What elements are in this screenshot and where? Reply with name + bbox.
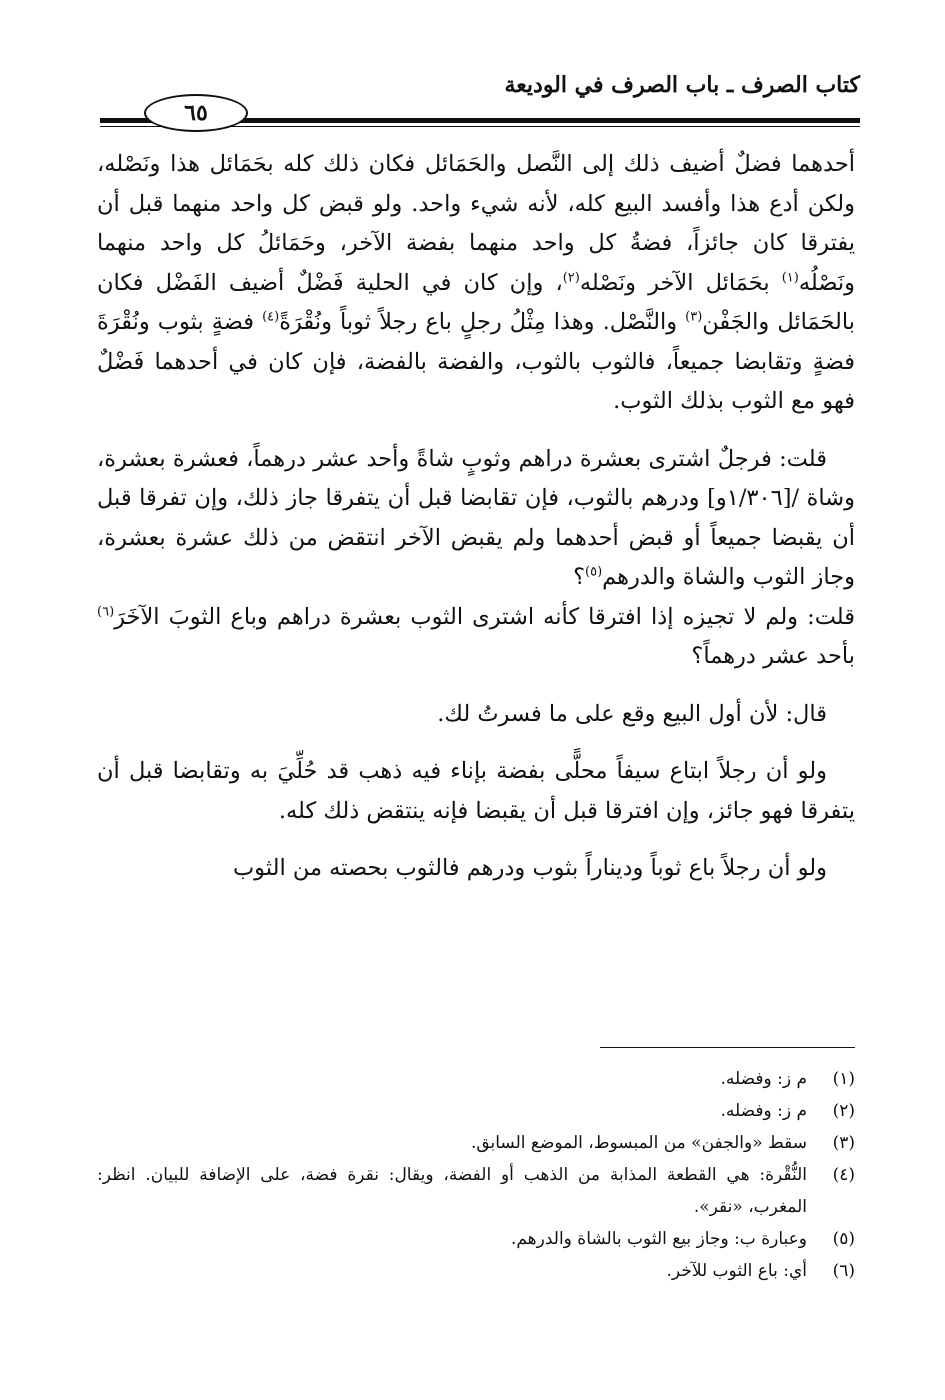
footnote — [97, 1127, 855, 1159]
footnote-ref: (٥) — [585, 564, 603, 580]
footnote — [97, 1063, 855, 1095]
text-run: بأحد عشر درهماً؟ — [691, 643, 855, 669]
footnote-text: وعبارة ب: وجاز بيع الثوب بالشاة والدرهم. — [510, 1229, 807, 1249]
text-run: والنَّصْل. وهذا مِثْلُ رجلٍ باع رجلاً ثوباً ونُقْرَةً — [279, 309, 686, 335]
paragraph — [97, 440, 855, 598]
footnote-text: م ز: وفضله. — [720, 1069, 807, 1089]
text-run: أحدهما فضلٌ أضيف ذلك إلى النَّصل والحَمَائل فكان ذلك كله بحَمَائل هذا ونَصْله، ولكن أدع هذا وأفسد البيع كله، لأنه شيء واحد. ولو قبض كل واحد منهما قبل أن يفترقا كان جائزاً، فضةُ كل واحد منهما بفضة الآخر، وحَمَائلُ كل واحد منهما ونَصْلُه — [97, 151, 855, 296]
footnote-text: م ز: وفضله. — [720, 1101, 807, 1121]
text-run: ؟ — [573, 564, 586, 590]
footnotes — [97, 1063, 855, 1287]
paragraph: ولو أن رجلاً باع ثوباً وديناراً بثوب ودرهم فالثوب بحصته من الثوب — [233, 855, 827, 881]
footnote-text: أي: باع الثوب للآخر. — [666, 1261, 807, 1281]
footnote-text: سقط «والجفن» من المبسوط، الموضع السابق. — [470, 1133, 807, 1153]
footnote-number: (١) — [832, 1069, 855, 1089]
paragraph — [97, 145, 855, 422]
footnote-number: (٦) — [832, 1261, 855, 1281]
running-title: كتاب الصرف ـ باب الصرف في الوديعة — [504, 72, 860, 98]
text-run: بحَمَائل الآخر ونَصْله — [579, 269, 782, 296]
footnote-ref: (٢) — [562, 270, 580, 285]
paragraph: ولو أن رجلاً ابتاع سيفاً محلًّى بفضة بإناء فيه ذهب قد حُلِّيَ به وتقابضا قبل أن يتفرقا فهو جائز، وإن افترقا قبل أن يقبضا فإنه ينتقض ذلك كله. — [97, 758, 855, 824]
footnote-text: النُّقْرة: هي القطعة المذابة من الذهب أو الفضة، ويقال: نقرة فضة، على الإضافة للبيان. انظر: المغرب، «نقر». — [97, 1165, 807, 1217]
text-run: ، وإن كان في الحلية فَضْلٌ أضيف الفَضْل فكان بالحَمَائل والجَفْن — [97, 269, 855, 335]
footnote-ref: (٤) — [262, 309, 280, 325]
text-run: قلت: فرجلٌ اشترى بعشرة دراهم وثوبٍ شاةً وأحد عشر درهماً، فعشرة بعشرة، وشاة /[١/٣٠٦و] ودرهم بالثوب، فإن تقابضا قبل أن يتفرقا جاز ذلك، وإن تفرقا قبل أن يقبضا جميعاً أو قبض أحدهما ولم يقبض الآخر انتقض من ذلك عشرة بعشرة، وجاز الثوب والشاة والدرهم — [97, 445, 855, 590]
footnote-number: (٥) — [832, 1229, 855, 1249]
main-text — [97, 145, 855, 907]
paragraph — [97, 598, 855, 677]
footnote-separator — [600, 1047, 855, 1048]
footnote — [97, 1159, 855, 1223]
page-header — [100, 72, 860, 132]
text-run: قلت: ولم لا تجيزه إذا افترقا كأنه اشترى الثوب بعشرة دراهم وباع الثوبَ الآخَرَ — [114, 603, 855, 630]
text-run: فضةٍ بثوب ونُقْرَةَ فضةٍ وتقابضا جميعاً، فالثوب بالثوب، والفضة بالفضة، فإن كان في أحدهما فَضْلٌ فهو مع الثوب بذلك الثوب. — [97, 309, 855, 414]
footnote — [97, 1095, 855, 1127]
footnote-number: (٤) — [832, 1165, 855, 1185]
footnote-ref: (٣) — [685, 309, 703, 325]
footnote — [97, 1255, 855, 1287]
footnote-number: (٢) — [832, 1101, 855, 1121]
footnote — [97, 1223, 855, 1255]
footnote-ref: (١) — [781, 270, 799, 285]
footnote-number: (٣) — [832, 1133, 855, 1153]
paragraph: قال: لأن أول البيع وقع على ما فسرتُ لك. — [437, 700, 827, 727]
page-number: ٦٥ — [144, 94, 248, 132]
footnote-ref: (٦) — [97, 604, 115, 619]
